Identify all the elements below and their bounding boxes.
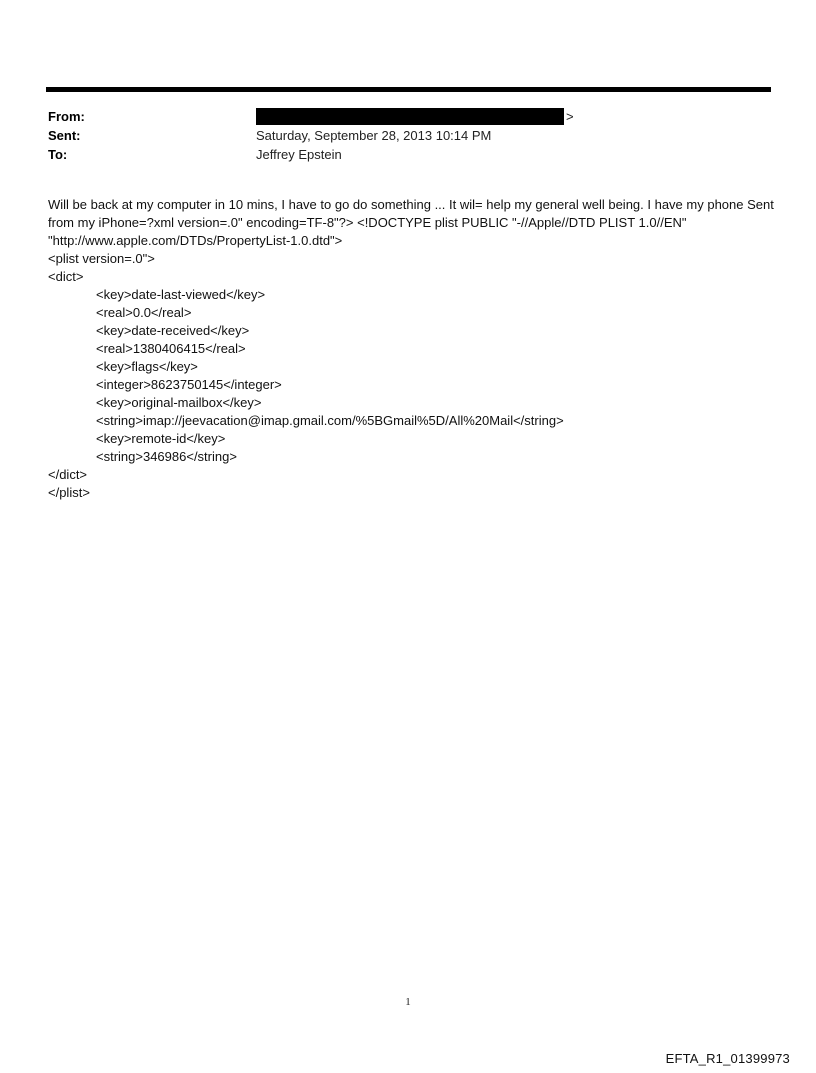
body-paragraph: Will be back at my computer in 10 mins, I have to go do something ... It wil= help my general well being. I have my phone Sent from my iPhone=?xml version=.0" encoding=TF-8"?> <!DOCTYPE plist PUBLIC "-//Apple//DTD PLIST 1.0//EN" "http://www.apple.com/DTDs/PropertyList-1.0.dtd"> bbox=[48, 197, 774, 248]
body-line: <real>0.0</real> bbox=[96, 305, 192, 320]
to-row bbox=[48, 145, 768, 164]
page-number: 1 bbox=[405, 996, 411, 1008]
to-label: To: bbox=[48, 147, 68, 162]
to-value: Jeffrey Epstein bbox=[256, 147, 342, 162]
from-suffix: > bbox=[566, 109, 574, 124]
body-line: <real>1380406415</real> bbox=[96, 341, 246, 356]
body-line: <dict> bbox=[48, 269, 84, 284]
from-label: From: bbox=[48, 109, 85, 124]
body-line: <key>remote-id</key> bbox=[96, 431, 226, 446]
email-body bbox=[48, 196, 778, 502]
header-rule bbox=[46, 87, 771, 92]
body-line: </dict> bbox=[48, 467, 88, 482]
body-line: <key>original-mailbox</key> bbox=[96, 395, 262, 410]
body-line: <plist version=.0"> bbox=[48, 251, 155, 266]
body-line: </plist> bbox=[48, 485, 90, 500]
email-header bbox=[48, 107, 768, 164]
body-line: <key>date-last-viewed</key> bbox=[96, 287, 266, 302]
body-line: <key>date-received</key> bbox=[96, 323, 250, 338]
body-line: <key>flags</key> bbox=[96, 359, 198, 374]
sent-value: Saturday, September 28, 2013 10:14 PM bbox=[256, 128, 492, 143]
sent-row bbox=[48, 126, 768, 145]
from-row bbox=[48, 107, 768, 126]
redaction-bar bbox=[256, 108, 564, 125]
body-line: <integer>8623750145</integer> bbox=[96, 377, 282, 392]
body-line: <string>imap://jeevacation@imap.gmail.com/%5BGmail%5D/All%20Mail</string> bbox=[96, 413, 564, 428]
sent-label: Sent: bbox=[48, 128, 81, 143]
bates-number: EFTA_R1_01399973 bbox=[665, 1051, 790, 1066]
body-line: <string>346986</string> bbox=[96, 449, 237, 464]
